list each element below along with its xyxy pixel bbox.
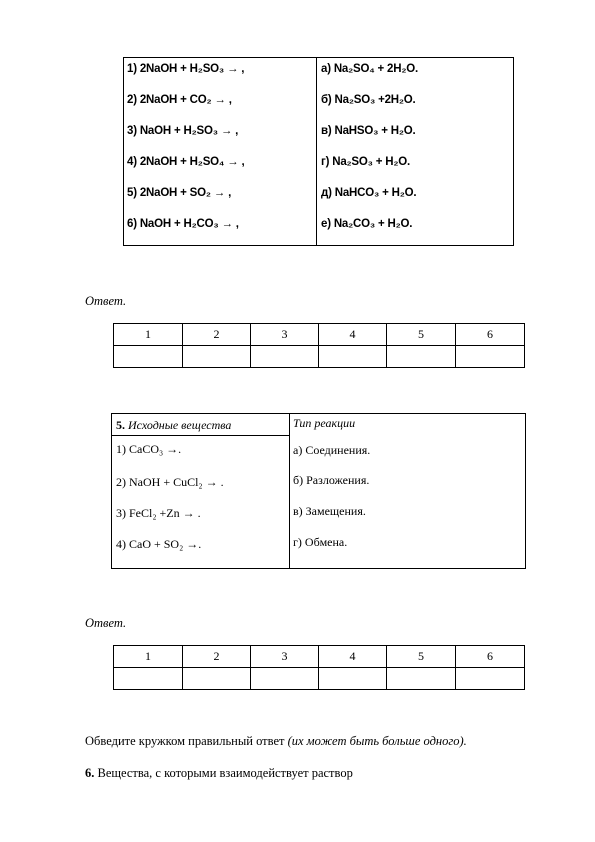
instruction-text: Обведите кружком правильный ответ [85,734,285,748]
task5-type-b: б) Разложения. [293,473,370,487]
task6-text: Вещества, с которыми взаимодействует раствор [97,766,353,780]
answer-number: 2 [183,646,251,668]
answer-cell[interactable] [183,668,251,690]
answer-number: 4 [319,646,387,668]
answer-number: 1 [114,646,183,668]
answer-cell[interactable] [251,346,319,368]
product-b: б) Na₂SO₃ +2H₂O. [321,94,416,106]
task5-reaction-4: 4) CaO + SO₂ →. [116,537,202,551]
task5-col2-header: Тип реакции [293,416,356,430]
task6-number: 6. [85,766,95,780]
answer-cell[interactable] [251,668,319,690]
answer-label-1: Ответ. [85,294,127,308]
answer-table-1 [113,323,525,368]
task5-reaction-2: 2) NaOH + CuCl₂ → . [116,475,224,489]
answer-number: 5 [387,646,456,668]
answer-cell[interactable] [387,668,456,690]
answer-cell[interactable] [114,346,183,368]
reaction-5: 5) 2NaOH + SO₂ → , [127,187,232,199]
answer-cell[interactable] [319,346,387,368]
task5-header-left [116,418,231,433]
answer-cell[interactable] [114,668,183,690]
task5-table [111,413,526,569]
task5-type-a: а) Соединения. [293,443,371,457]
answer-number: 2 [183,324,251,346]
reaction-6: 6) NaOH + H₂CO₃ → , [127,218,239,230]
answer-number: 3 [251,646,319,668]
answer-entry-row [114,346,525,368]
product-d: д) NaHCO₃ + H₂O. [321,187,417,199]
answer-cell[interactable] [183,346,251,368]
reaction-3: 3) NaOH + H₂SO₃ → , [127,125,239,137]
matching-table [123,57,514,246]
answer-header-row [114,324,525,346]
task6-line [85,766,353,781]
answer-entry-row [114,668,525,690]
task5-reaction-3: 3) FeCl₂ +Zn → . [116,506,201,520]
task5-number: 5. [116,418,125,432]
task5-reaction-1: 1) CaCO₃ →. [116,442,182,456]
answer-number: 3 [251,324,319,346]
answer-number: 6 [456,324,525,346]
instruction-line [85,734,467,749]
answer-table-2 [113,645,525,690]
task5-type-v: в) Замещения. [293,504,366,518]
answer-cell[interactable] [456,668,525,690]
product-a: а) Na₂SO₄ + 2H₂O. [321,63,418,75]
column-divider [289,414,290,568]
answer-number: 4 [319,324,387,346]
task5-type-g: г) Обмена. [293,535,348,549]
product-g: г) Na₂SO₃ + H₂O. [321,156,411,168]
reaction-2: 2) 2NaOH + CO₂ → , [127,94,232,106]
answer-number: 6 [456,646,525,668]
answer-number: 5 [387,324,456,346]
answer-number: 1 [114,324,183,346]
matching-left-column [124,58,317,245]
product-v: в) NaHSO₃ + H₂O. [321,125,416,137]
product-e: е) Na₂CO₃ + H₂O. [321,218,413,230]
task5-col1-header: Исходные вещества [128,418,232,432]
answer-cell[interactable] [319,668,387,690]
answer-cell[interactable] [456,346,525,368]
reaction-1: 1) 2NaOH + H₂SO₃ → , [127,63,245,75]
header-divider [112,435,289,436]
answer-label-2: Ответ. [85,616,127,630]
instruction-note: (их может быть больше одного). [287,734,467,748]
answer-header-row [114,646,525,668]
reaction-4: 4) 2NaOH + H₂SO₄ → , [127,156,245,168]
answer-cell[interactable] [387,346,456,368]
